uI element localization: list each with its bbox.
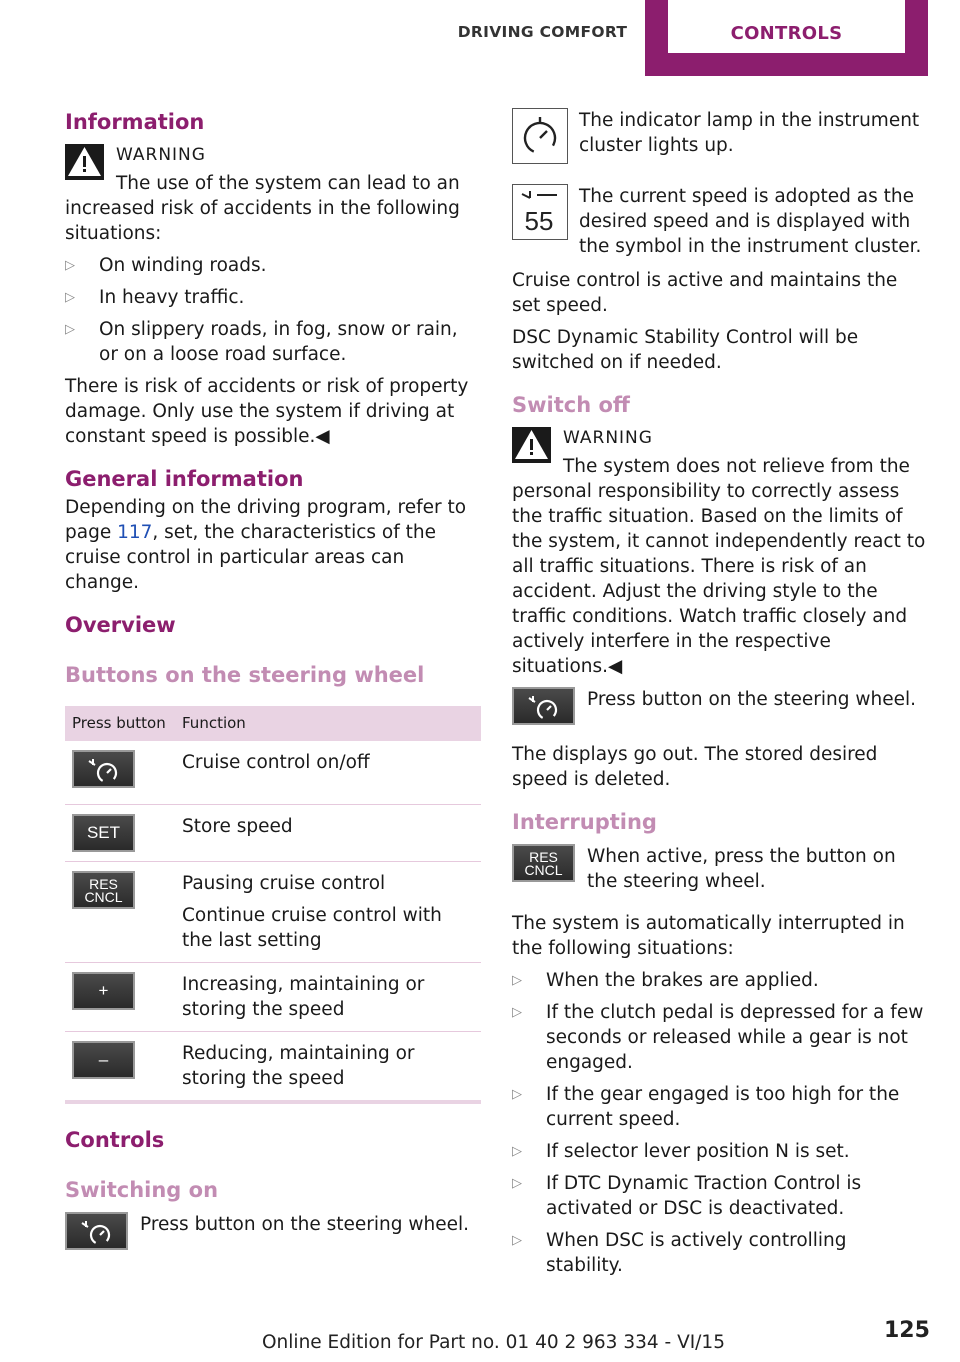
table-header-press-button: Press button <box>65 706 175 741</box>
displays-out-text: The displays go out. The stored desired speed is deleted. <box>512 744 878 790</box>
interrupt-instruction <box>512 844 928 904</box>
interrupting-heading: Interrupting <box>512 810 657 834</box>
page-number: 125 <box>884 1318 930 1343</box>
edition-footer: Online Edition for Part no. 01 40 2 963 334 - VI/15 <box>262 1332 725 1353</box>
list-item: ▷ On winding roads. <box>65 253 481 278</box>
function-text: Cruise control on/off <box>182 752 370 773</box>
switch-on-text: Press button on the steering wheel. <box>140 1214 470 1235</box>
list-item: ▷ When the brakes are applied. <box>512 968 928 993</box>
active-text: Cruise control is active and maintains the set speed. <box>512 270 898 316</box>
table-header-function: Function <box>175 706 481 741</box>
controls-heading: Controls <box>65 1128 165 1152</box>
table-row <box>65 805 481 862</box>
table-row <box>65 862 481 963</box>
function-text: Increasing, maintaining or storing the speed <box>182 974 425 1020</box>
chapter-tab <box>645 0 928 76</box>
list-item: ▷ If selector lever position N is set. <box>512 1139 928 1164</box>
table-row <box>65 1032 481 1103</box>
page-link[interactable]: 117 <box>117 522 153 543</box>
interrupt-text: When active, press the button on the steering wheel. <box>587 846 896 892</box>
right-column <box>512 108 928 1278</box>
switch-on-instruction <box>65 1212 481 1256</box>
warning-triangle-icon <box>65 144 104 180</box>
table-row <box>65 741 481 805</box>
function-text: Continue cruise control with the last setting <box>182 905 442 951</box>
function-text: Reducing, maintaining or storing the speed <box>182 1043 415 1089</box>
warning-label: WARNING <box>116 145 206 165</box>
warning-text: The use of the system can lead to an increased risk of accidents in the following situations: <box>65 173 460 244</box>
risk-paragraph: There is risk of accidents or risk of property damage. Only use the system if driving at constant speed is possible.◀ <box>65 376 469 447</box>
warning-label: WARNING <box>563 428 653 448</box>
left-column <box>65 108 481 1256</box>
warning-text: The system does not relieve from the personal responsibility to correctly assess the traffic situation. Based on the limits of the system, it cannot independently react to all traffic situations. There is risk of an accident. Adjust the driving style to the traffic conditions. Watch traffic closely and actively interfere in the respective situations.◀ <box>512 456 926 677</box>
speed-adopted-instruction <box>512 184 928 261</box>
buttons-table <box>65 706 481 1104</box>
warning-triangle-icon <box>512 427 551 463</box>
switching-on-heading: Switching on <box>65 1178 219 1202</box>
warning-block <box>65 144 481 246</box>
speed-text: The current speed is adopted as the desired speed and is displayed with the symbol in the instrument cluster. <box>579 186 922 257</box>
interrupt-intro: The system is automatically interrupted in the following situations: <box>512 913 905 959</box>
dsc-text: DSC Dynamic Stability Control will be switched on if needed. <box>512 327 859 373</box>
switch-off-instruction <box>512 687 928 735</box>
general-information-text: Depending on the driving program, refer to page 117, set, the characteristics of the cruise control in particular areas can change. <box>65 497 467 593</box>
cruise-indicator-icon <box>512 108 568 164</box>
general-information-heading: General information <box>65 467 304 491</box>
res-cncl-button-icon: RES CNCL <box>512 844 575 882</box>
plus-button-icon: + <box>72 972 135 1010</box>
indicator-lamp-instruction <box>512 108 928 174</box>
chapter-tab-label: CONTROLS <box>668 0 905 53</box>
list-item: ▷ If the clutch pedal is depressed for a few seconds or released while a gear is not engaged. <box>512 1000 928 1075</box>
information-heading: Information <box>65 110 205 134</box>
set-speed-indicator-icon <box>512 184 568 240</box>
list-item: ▷ On slippery roads, in fog, snow or rain, or on a loose road surface. <box>65 317 481 367</box>
table-row <box>65 963 481 1032</box>
set-speed-value: 55 <box>524 206 554 236</box>
set-button-icon: SET <box>72 814 135 852</box>
buttons-subheading: Buttons on the steering wheel <box>65 663 425 687</box>
cruise-button-icon <box>65 1212 128 1250</box>
list-item: ▷ When DSC is actively controlling stability. <box>512 1228 928 1278</box>
situation-list <box>65 253 481 367</box>
function-text: Pausing cruise control <box>182 873 386 894</box>
overview-heading: Overview <box>65 613 176 637</box>
running-header-section: DRIVING COMFORT <box>457 23 628 41</box>
minus-button-icon: – <box>72 1041 135 1079</box>
list-item: ▷ If the gear engaged is too high for the current speed. <box>512 1082 928 1132</box>
cruise-button-icon <box>512 687 575 725</box>
cruise-button-icon <box>72 750 135 788</box>
lamp-text: The indicator lamp in the instrument cluster lights up. <box>579 110 920 156</box>
interrupt-situation-list <box>512 968 928 1278</box>
list-item: ▷ If DTC Dynamic Traction Control is activated or DSC is deactivated. <box>512 1171 928 1221</box>
warning-block <box>512 427 928 679</box>
list-item: ▷ In heavy traffic. <box>65 285 481 310</box>
switch-off-heading: Switch off <box>512 393 630 417</box>
switch-off-text: Press button on the steering wheel. <box>587 689 917 710</box>
function-text: Store speed <box>182 816 293 837</box>
res-cncl-button-icon: RES CNCL <box>72 871 135 909</box>
